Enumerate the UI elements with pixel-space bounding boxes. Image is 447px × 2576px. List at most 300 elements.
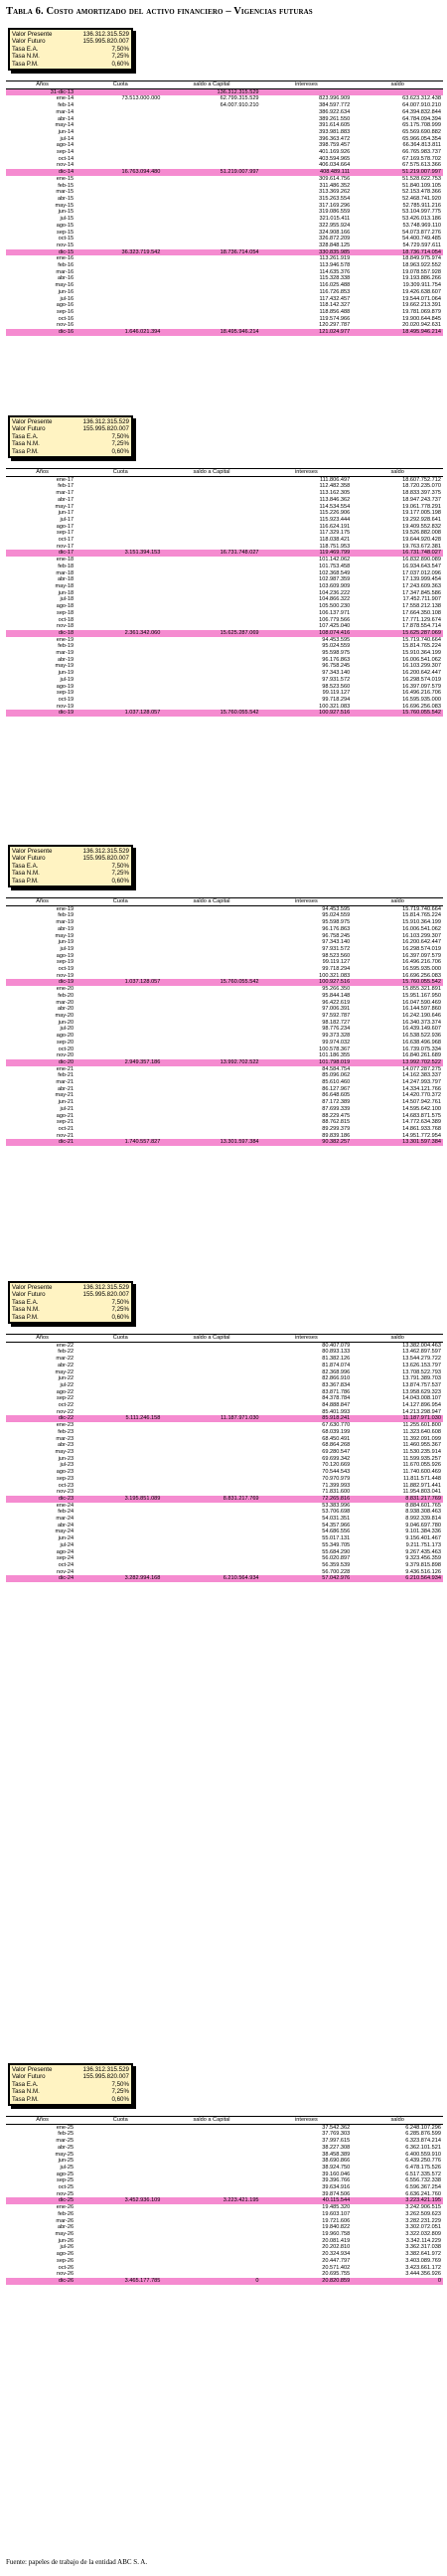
table-cell: 6.210.564.934 xyxy=(352,1575,443,1582)
table-cell: dic-19 xyxy=(6,979,78,986)
table-cell: 13.462.897.597 xyxy=(402,1349,441,1356)
table-cell xyxy=(78,986,162,993)
table-cell: ene-19 xyxy=(56,636,74,643)
table-cell xyxy=(162,2191,260,2198)
table-cell xyxy=(78,142,162,149)
column-header: saldo xyxy=(352,81,443,89)
column-header: Años xyxy=(6,1335,78,1343)
table-cell: 13.791.389.703 xyxy=(402,1375,441,1382)
table-cell xyxy=(78,2191,162,2198)
amortization-table xyxy=(6,468,443,717)
table-cell: 19.526.882.008 xyxy=(402,530,441,537)
table-cell: 96.176.863 xyxy=(322,925,351,932)
table-row xyxy=(6,209,443,216)
table-row xyxy=(6,1026,443,1033)
table-cell: oct-24 xyxy=(58,1561,74,1568)
table-row xyxy=(6,1503,443,1510)
table-cell: 51.840.109.105 xyxy=(402,182,441,189)
year-end-row xyxy=(6,1575,443,1582)
table-row xyxy=(6,2231,443,2238)
table-cell xyxy=(78,583,162,590)
table-cell: 53.706.698 xyxy=(322,1509,351,1516)
table-cell xyxy=(162,953,260,960)
table-row xyxy=(6,670,443,677)
table-row xyxy=(6,1449,443,1456)
table-cell: 3.151.394.153 xyxy=(78,550,162,557)
column-header: intereses xyxy=(261,898,353,906)
table-cell: abr-14 xyxy=(57,115,74,122)
table-cell: 70.120.669 xyxy=(322,1462,351,1469)
table-row xyxy=(6,196,443,203)
table-cell: 384.597.772 xyxy=(319,102,351,109)
table-header-row xyxy=(6,469,443,477)
table-cell: 55.349.705 xyxy=(322,1541,351,1548)
table-cell: 115.923.444 xyxy=(319,516,351,523)
table-cell xyxy=(78,302,162,309)
table-cell: 99.974.032 xyxy=(322,1039,351,1046)
table-cell: 38.924.750 xyxy=(322,2164,351,2171)
table-cell: may-17 xyxy=(55,503,74,510)
table-cell: abr-21 xyxy=(57,1085,74,1092)
table-cell xyxy=(78,183,162,190)
table-cell xyxy=(162,1562,260,1569)
table-cell xyxy=(78,1113,162,1120)
table-row xyxy=(6,1119,443,1126)
table-cell xyxy=(162,617,260,624)
table-cell xyxy=(162,1409,260,1416)
table-cell: 89.839.186 xyxy=(322,1132,351,1139)
table-cell: 20.081.419 xyxy=(322,2237,351,2244)
valor-futuro-row xyxy=(12,425,129,432)
table-cell: mar-19 xyxy=(56,919,74,926)
table-row xyxy=(6,2258,443,2265)
table-row xyxy=(6,986,443,993)
table-cell: 20.447.797 xyxy=(322,2257,351,2264)
valor-presente-row xyxy=(12,1284,129,1291)
table-row xyxy=(6,564,443,570)
table-cell: 64.784.094.394 xyxy=(402,115,441,122)
table-cell xyxy=(78,316,162,323)
table-cell xyxy=(162,684,260,691)
table-cell: jul-19 xyxy=(60,676,74,683)
table-cell xyxy=(78,2251,162,2258)
table-row xyxy=(6,1409,443,1416)
table-row xyxy=(6,1529,443,1535)
table-row xyxy=(6,203,443,210)
table-row xyxy=(6,1113,443,1120)
table-cell: sep-19 xyxy=(57,690,74,697)
table-cell: oct-25 xyxy=(58,2184,74,2191)
table-cell xyxy=(162,576,260,583)
table-cell xyxy=(78,1369,162,1376)
table-cell xyxy=(78,1529,162,1535)
table-cell: mar-14 xyxy=(56,108,74,115)
table-cell: jun-19 xyxy=(58,670,74,677)
table-cell: 408.489.111 xyxy=(261,169,353,176)
table-row xyxy=(6,282,443,289)
valor-futuro-label: Valor Futuro xyxy=(12,855,46,863)
table-cell xyxy=(162,524,260,531)
table-row xyxy=(6,2191,443,2198)
table-cell xyxy=(78,912,162,919)
table-cell xyxy=(162,236,260,242)
table-cell: 118.751.953 xyxy=(319,543,351,550)
table-cell xyxy=(78,1072,162,1079)
table-cell: abr-20 xyxy=(57,1006,74,1013)
table-cell xyxy=(162,2238,260,2245)
table-cell xyxy=(162,537,260,544)
table-cell: 311.486.352 xyxy=(319,182,351,189)
table-cell: ene-21 xyxy=(56,1065,74,1072)
table-cell: feb-24 xyxy=(58,1509,74,1516)
table-row xyxy=(6,289,443,296)
table-cell: mar-16 xyxy=(56,268,74,275)
table-cell: jul-22 xyxy=(60,1381,74,1388)
table-cell: 95.024.559 xyxy=(322,912,351,919)
table-cell xyxy=(162,933,260,940)
tasa-ea-label: Tasa E.A. xyxy=(12,862,39,870)
table-cell: 9.101.384.336 xyxy=(405,1529,441,1535)
year-end-row xyxy=(6,2197,443,2204)
table-cell: oct-21 xyxy=(58,1125,74,1132)
table-row xyxy=(6,590,443,597)
table-cell: dic-22 xyxy=(6,1415,78,1422)
table-cell: 16.840.261.689 xyxy=(402,1052,441,1059)
table-cell: 67.630.770 xyxy=(322,1422,351,1429)
table-cell: mar-20 xyxy=(56,999,74,1006)
table-cell xyxy=(162,1099,260,1106)
table-cell xyxy=(162,203,260,210)
valor-presente-label: Valor Presente xyxy=(12,848,53,855)
table-cell: ago-21 xyxy=(56,1112,74,1119)
table-cell: 9.046.697.780 xyxy=(405,1522,441,1529)
table-cell: 51.219.007.997 xyxy=(162,169,260,176)
table-cell: dic-24 xyxy=(6,1575,78,1582)
table-cell xyxy=(162,209,260,216)
table-cell xyxy=(78,1026,162,1033)
table-cell: 14.595.642.100 xyxy=(402,1105,441,1112)
table-cell: 98.776.234 xyxy=(322,1026,351,1033)
table-cell xyxy=(162,2158,260,2165)
table-cell: 20.571.402 xyxy=(322,2264,351,2271)
table-cell xyxy=(78,2204,162,2211)
table-cell xyxy=(78,1126,162,1133)
table-cell: mar-18 xyxy=(56,569,74,576)
table-cell: jul-26 xyxy=(60,2244,74,2251)
table-cell: 8.938.308.463 xyxy=(405,1509,441,1516)
table-cell xyxy=(162,1000,260,1007)
table-cell xyxy=(162,1436,260,1443)
table-cell: jul-19 xyxy=(60,945,74,952)
table-cell: 89.299.379 xyxy=(322,1125,351,1132)
table-cell: sep-19 xyxy=(57,959,74,966)
table-cell: 100.927.516 xyxy=(261,979,353,986)
table-cell: 16.047.590.469 xyxy=(402,999,441,1006)
year-end-row xyxy=(6,88,443,95)
section-5 xyxy=(6,2057,443,2285)
table-row xyxy=(6,2165,443,2172)
table-row xyxy=(6,1040,443,1046)
table-cell: 19.292.928.641 xyxy=(402,516,441,523)
table-row xyxy=(6,1382,443,1389)
table-cell xyxy=(162,966,260,973)
table-cell: dic-17 xyxy=(6,550,78,557)
table-cell: 11.187.971.030 xyxy=(162,1415,260,1422)
table-row xyxy=(6,623,443,630)
table-cell: may-18 xyxy=(55,582,74,589)
tasa-ea-row xyxy=(12,2081,129,2088)
table-cell xyxy=(78,1509,162,1516)
table-row xyxy=(6,583,443,590)
table-cell: 65.175.708.999 xyxy=(402,122,441,129)
table-cell xyxy=(162,275,260,282)
table-cell: jul-14 xyxy=(60,135,74,142)
table-cell xyxy=(78,1079,162,1086)
table-cell: 16.200.642.447 xyxy=(402,670,441,677)
table-cell: oct-22 xyxy=(58,1402,74,1409)
table-cell: 14.420.770.372 xyxy=(402,1092,441,1099)
table-cell xyxy=(78,2224,162,2231)
table-row xyxy=(6,1086,443,1093)
table-row xyxy=(6,1476,443,1483)
table-row xyxy=(6,189,443,196)
table-cell: 17.347.845.586 xyxy=(402,589,441,596)
table-cell xyxy=(78,617,162,624)
tasa-nm-value: 7,25% xyxy=(111,440,129,448)
table-cell: ago-20 xyxy=(56,1033,74,1040)
tasa-ea-row xyxy=(12,863,129,870)
table-cell xyxy=(78,122,162,129)
year-end-row xyxy=(6,329,443,336)
column-header: Años xyxy=(6,469,78,477)
table-cell xyxy=(78,1375,162,1382)
table-cell: 99.119.127 xyxy=(322,959,351,966)
table-cell: 6.439.250.776 xyxy=(405,2158,441,2165)
table-cell xyxy=(78,2218,162,2225)
table-cell: 108.074.416 xyxy=(261,630,353,637)
table-cell: 20.820.859 xyxy=(261,2278,353,2285)
table-cell: 86.127.967 xyxy=(322,1085,351,1092)
table-row xyxy=(6,176,443,183)
table-cell: 11.392.091.099 xyxy=(402,1435,441,1442)
tasa-nm-label: Tasa N.M. xyxy=(12,2088,40,2096)
table-cell: dic-16 xyxy=(6,329,78,336)
table-cell: sep-18 xyxy=(57,609,74,616)
table-cell xyxy=(78,677,162,684)
table-cell: oct-23 xyxy=(58,1482,74,1489)
table-cell xyxy=(78,2138,162,2145)
table-cell: 16.006.541.062 xyxy=(402,925,441,932)
table-cell xyxy=(162,1342,260,1349)
table-cell: 98.182.727 xyxy=(322,1019,351,1026)
table-cell xyxy=(162,2244,260,2251)
table-cell: ene-19 xyxy=(56,905,74,912)
table-cell xyxy=(78,116,162,123)
table-cell xyxy=(162,136,260,143)
table-cell: ago-25 xyxy=(56,2171,74,2177)
tasa-nm-value: 7,25% xyxy=(111,870,129,878)
table-cell: 52.785.911.216 xyxy=(402,202,441,209)
table-cell: sep-14 xyxy=(57,149,74,156)
table-cell: 136.312.315.529 xyxy=(162,88,260,95)
table-cell xyxy=(78,1086,162,1093)
table-cell xyxy=(162,1489,260,1496)
tasa-nm-row xyxy=(12,2088,129,2095)
table-cell: abr-24 xyxy=(57,1522,74,1529)
table-cell xyxy=(78,2158,162,2165)
table-cell: 99.373.328 xyxy=(322,1033,351,1040)
table-cell xyxy=(78,88,162,95)
table-cell xyxy=(162,583,260,590)
table-cell: jun-20 xyxy=(58,1019,74,1026)
table-cell xyxy=(78,2165,162,2172)
valor-futuro-row xyxy=(12,2073,129,2080)
table-cell: 9.379.815.898 xyxy=(405,1561,441,1568)
table-cell: 95.844.148 xyxy=(322,992,351,999)
table-cell xyxy=(78,517,162,524)
table-cell xyxy=(162,1509,260,1516)
table-row xyxy=(6,122,443,129)
table-cell: may-25 xyxy=(55,2151,74,2158)
table-cell: 97.931.572 xyxy=(322,945,351,952)
table-row xyxy=(6,610,443,617)
table-cell xyxy=(162,483,260,490)
column-header: Cuota xyxy=(78,469,162,477)
table-cell xyxy=(78,2131,162,2138)
table-cell xyxy=(78,189,162,196)
table-cell: 17.664.350.108 xyxy=(402,609,441,616)
table-cell: 16.006.541.062 xyxy=(402,656,441,663)
table-cell xyxy=(78,1395,162,1402)
table-cell: mar-19 xyxy=(56,650,74,657)
table-cell: 13.301.597.384 xyxy=(162,1139,260,1146)
tasa-pm-label: Tasa P.M. xyxy=(12,877,39,885)
table-cell xyxy=(162,504,260,511)
table-cell xyxy=(78,504,162,511)
year-end-row xyxy=(6,249,443,256)
table-cell xyxy=(162,2231,260,2238)
table-cell: jul-16 xyxy=(60,295,74,302)
table-cell: 88.229.475 xyxy=(322,1112,351,1119)
table-cell xyxy=(78,203,162,210)
table-cell: 56.359.539 xyxy=(322,1561,351,1568)
table-cell: 17.771.129.674 xyxy=(402,616,441,623)
table-cell: 84.888.847 xyxy=(322,1402,351,1409)
table-cell xyxy=(78,1013,162,1020)
table-cell: 16.439.149.607 xyxy=(402,1026,441,1033)
table-row xyxy=(6,966,443,973)
table-row xyxy=(6,1395,443,1402)
table-cell: 14.127.896.954 xyxy=(402,1402,441,1409)
table-cell: 101.798.019 xyxy=(261,1059,353,1066)
table-cell: 11.187.971.030 xyxy=(352,1415,443,1422)
table-cell: 97.931.572 xyxy=(322,676,351,683)
column-header: Cuota xyxy=(78,81,162,89)
table-cell xyxy=(78,1476,162,1483)
table-row xyxy=(6,697,443,704)
table-cell: 16.731.748.027 xyxy=(162,550,260,557)
table-cell: 14.077.287.275 xyxy=(402,1065,441,1072)
table-cell: 17.243.609.363 xyxy=(402,582,441,589)
table-cell: may-24 xyxy=(55,1529,74,1535)
table-cell xyxy=(78,490,162,497)
valor-presente-row xyxy=(12,848,129,855)
table-cell: 54.357.966 xyxy=(322,1522,351,1529)
table-row xyxy=(6,1516,443,1523)
table-cell: 3.223.421.195 xyxy=(162,2197,260,2204)
table-row xyxy=(6,663,443,670)
table-cell xyxy=(162,1389,260,1396)
table-cell xyxy=(162,162,260,169)
table-cell: 6.362.101.521 xyxy=(405,2144,441,2151)
table-cell xyxy=(162,302,260,309)
table-row xyxy=(6,242,443,249)
table-cell xyxy=(162,2224,260,2231)
table-cell: 11.670.055.926 xyxy=(402,1462,441,1469)
table-row xyxy=(6,322,443,329)
parameters-box xyxy=(8,2063,133,2106)
valor-presente-label: Valor Presente xyxy=(12,31,53,38)
column-header: saldo a Capital xyxy=(162,1335,260,1343)
table-cell xyxy=(162,269,260,276)
table-cell: 16.696.256.083 xyxy=(402,972,441,979)
table-cell: 53.383.996 xyxy=(322,1502,351,1509)
tasa-nm-row xyxy=(12,53,129,60)
table-cell: 62.799.315.529 xyxy=(220,95,259,102)
table-cell xyxy=(162,2124,260,2131)
table-row xyxy=(6,2177,443,2184)
table-cell: 121.024.977 xyxy=(261,329,353,336)
table-cell: 16.242.190.646 xyxy=(402,1012,441,1019)
table-cell: 100.578.367 xyxy=(319,1046,351,1052)
table-cell: ene-24 xyxy=(56,1502,74,1509)
table-cell xyxy=(78,510,162,517)
table-row xyxy=(6,1342,443,1349)
table-cell xyxy=(162,610,260,617)
table-cell: 18.736.714.054 xyxy=(162,249,260,256)
table-cell xyxy=(162,657,260,664)
table-cell: 19.644.920.428 xyxy=(402,537,441,544)
table-cell xyxy=(78,1555,162,1562)
table-cell xyxy=(162,677,260,684)
table-cell: nov-17 xyxy=(57,543,74,550)
column-header: saldo xyxy=(352,469,443,477)
table-cell xyxy=(162,2271,260,2278)
table-cell xyxy=(162,2251,260,2258)
table-row xyxy=(6,1402,443,1409)
table-cell: 16.103.299.307 xyxy=(402,932,441,939)
table-cell: 97.343.140 xyxy=(322,670,351,677)
table-cell xyxy=(162,946,260,953)
valor-presente-value: 136.312.315.529 xyxy=(82,848,129,855)
table-cell xyxy=(162,490,260,497)
table-cell xyxy=(162,1369,260,1376)
tasa-ea-row xyxy=(12,1299,129,1306)
table-cell: 18.947.243.737 xyxy=(402,496,441,503)
table-cell xyxy=(78,643,162,650)
year-end-row xyxy=(6,1059,443,1066)
table-row xyxy=(6,1549,443,1556)
table-cell: 56.020.897 xyxy=(322,1555,351,1562)
table-cell: sep-16 xyxy=(57,308,74,315)
table-row xyxy=(6,230,443,237)
table-row xyxy=(6,2251,443,2258)
table-cell: 15.760.055.542 xyxy=(352,710,443,717)
table-cell: 104.866.322 xyxy=(319,596,351,603)
valor-futuro-value: 155.995.820.007 xyxy=(82,38,129,46)
table-cell xyxy=(162,1529,260,1535)
table-row xyxy=(6,643,443,650)
